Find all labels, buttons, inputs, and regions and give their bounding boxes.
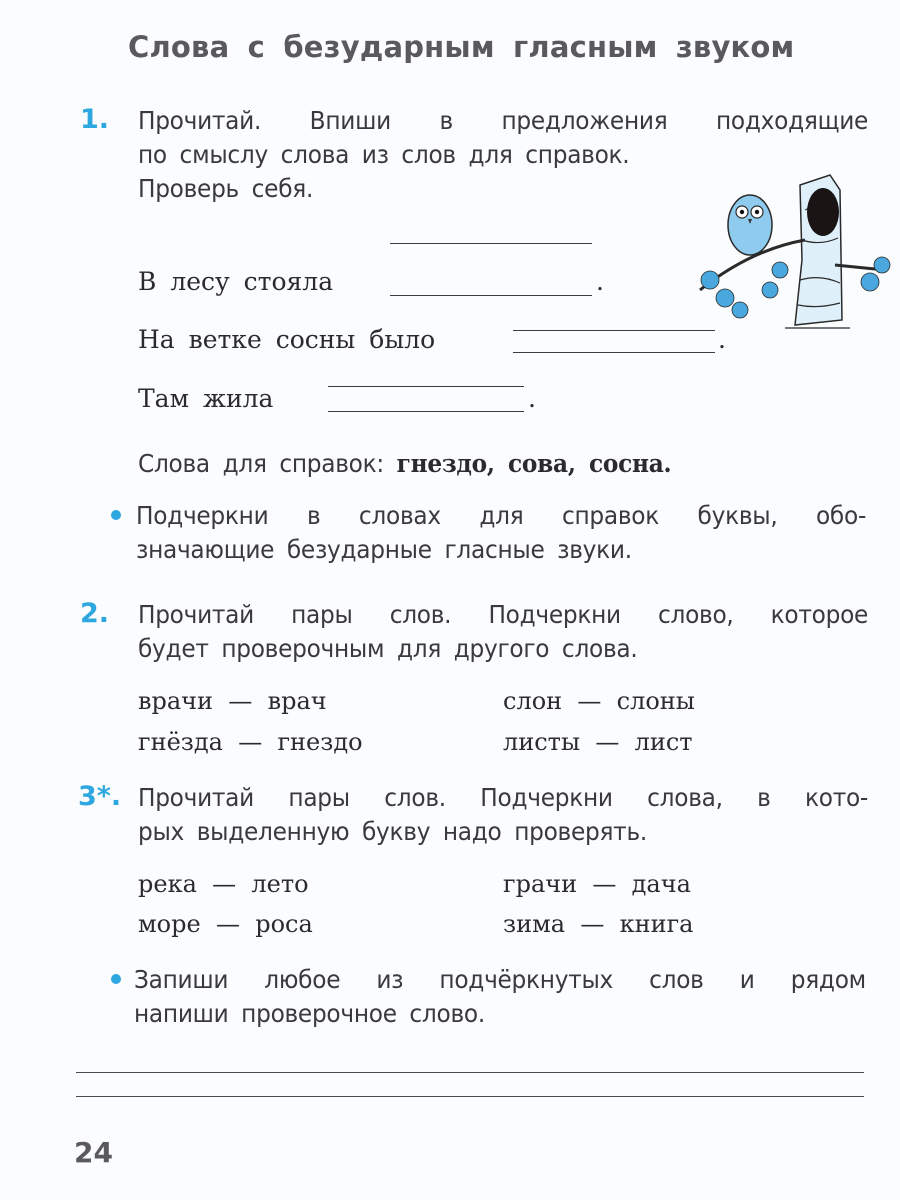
sentence-1-answer-blank[interactable] [390, 295, 592, 296]
pair-right-word[interactable]: книга [619, 910, 694, 938]
exercise-2-number: 2. [80, 598, 110, 629]
dash: — [212, 870, 237, 898]
sentence-2-answer-blank[interactable] [513, 352, 715, 353]
pair-left-word[interactable]: слон [503, 687, 563, 715]
exercise-1-instruction-line-3: Проверь себя. [138, 174, 314, 203]
sentence-3-text: Там жила [138, 384, 274, 413]
pair-right-word[interactable]: врач [267, 687, 327, 715]
pair-right-word[interactable]: дача [631, 870, 691, 898]
exercise-1-bullet-task-line-1: Подчеркни в словах для справок буквы, обо- [136, 501, 867, 530]
pair-left-word[interactable]: гнёзда [138, 728, 223, 756]
reference-label: Слова для справок: [138, 449, 384, 478]
sentence-1-text: В лесу стояла [138, 267, 334, 296]
sentence-2-stress-line [513, 330, 715, 331]
pair-left-word[interactable]: река [138, 870, 197, 898]
reference-words: гнездо, сова, сосна. [396, 449, 672, 478]
sentence-2-text: На ветке сосны было [138, 325, 436, 354]
dash: — [595, 728, 620, 756]
exercise-3-bullet-task-line-1: Запиши любое из подчёркнутых слов и рядом [134, 965, 866, 994]
page-title: Слова с безударным гласным звуком [128, 30, 795, 64]
pair-right-word[interactable]: лист [634, 728, 693, 756]
pair-left-word[interactable]: зима [503, 910, 566, 938]
exercise-2-instruction-line-1: Прочитай пары слов. Подчеркни слово, которое [138, 600, 869, 629]
sentence-3-answer-blank[interactable] [328, 411, 524, 412]
dash: — [592, 870, 617, 898]
owl-on-birch-branch-illustration [690, 170, 895, 335]
dash: — [215, 910, 240, 938]
exercise-1-bullet-task-line-2: значающие безударные гласные звуки. [136, 535, 632, 564]
word-pair [503, 728, 693, 756]
bullet-icon [111, 510, 121, 520]
exercise-3-instruction-line-1: Прочитай пары слов. Подчеркни слова, в кото- [138, 783, 869, 812]
pair-left-word[interactable]: море [138, 910, 201, 938]
sentence-3-stress-line [328, 386, 524, 387]
answer-line-2[interactable] [76, 1096, 864, 1097]
answer-line-1[interactable] [76, 1072, 864, 1073]
sentence-1-stress-line [390, 243, 592, 244]
page-number: 24 [74, 1136, 113, 1169]
word-pair [503, 910, 693, 938]
exercise-1-number: 1. [80, 104, 110, 135]
pair-right-word[interactable]: лето [251, 870, 309, 898]
dash: — [577, 687, 602, 715]
sentence-3-period: . [528, 384, 536, 413]
word-pair [138, 910, 313, 938]
exercise-1-instruction-line-1: Прочитай. Впиши в предложения подходящие [138, 106, 869, 135]
exercise-3-instruction-line-2: рых выделенную букву надо проверять. [138, 817, 647, 846]
dash: — [580, 910, 605, 938]
word-pair [503, 870, 691, 898]
pair-left-word[interactable]: врачи [138, 687, 214, 715]
pair-right-word[interactable]: гнездо [277, 728, 363, 756]
bullet-icon [111, 974, 121, 984]
word-pair [138, 687, 327, 715]
word-pair [138, 728, 363, 756]
reference-words-line [138, 447, 671, 481]
pair-left-word[interactable]: грачи [503, 870, 578, 898]
exercise-1-instruction-line-2: по смыслу слова из слов для справок. [138, 140, 630, 169]
word-pair [138, 870, 309, 898]
exercise-3-number: 3*. [78, 781, 122, 812]
dash: — [238, 728, 263, 756]
word-pair [503, 687, 695, 715]
exercise-3-bullet-task-line-2: напиши проверочное слово. [134, 999, 485, 1028]
pair-left-word[interactable]: листы [503, 728, 581, 756]
exercise-2-instruction-line-2: будет проверочным для другого слова. [138, 634, 638, 663]
sentence-2-period: . [718, 325, 726, 354]
dash: — [228, 687, 253, 715]
pair-right-word[interactable]: роса [255, 910, 313, 938]
sentence-1-period: . [596, 267, 604, 296]
pair-right-word[interactable]: слоны [616, 687, 695, 715]
